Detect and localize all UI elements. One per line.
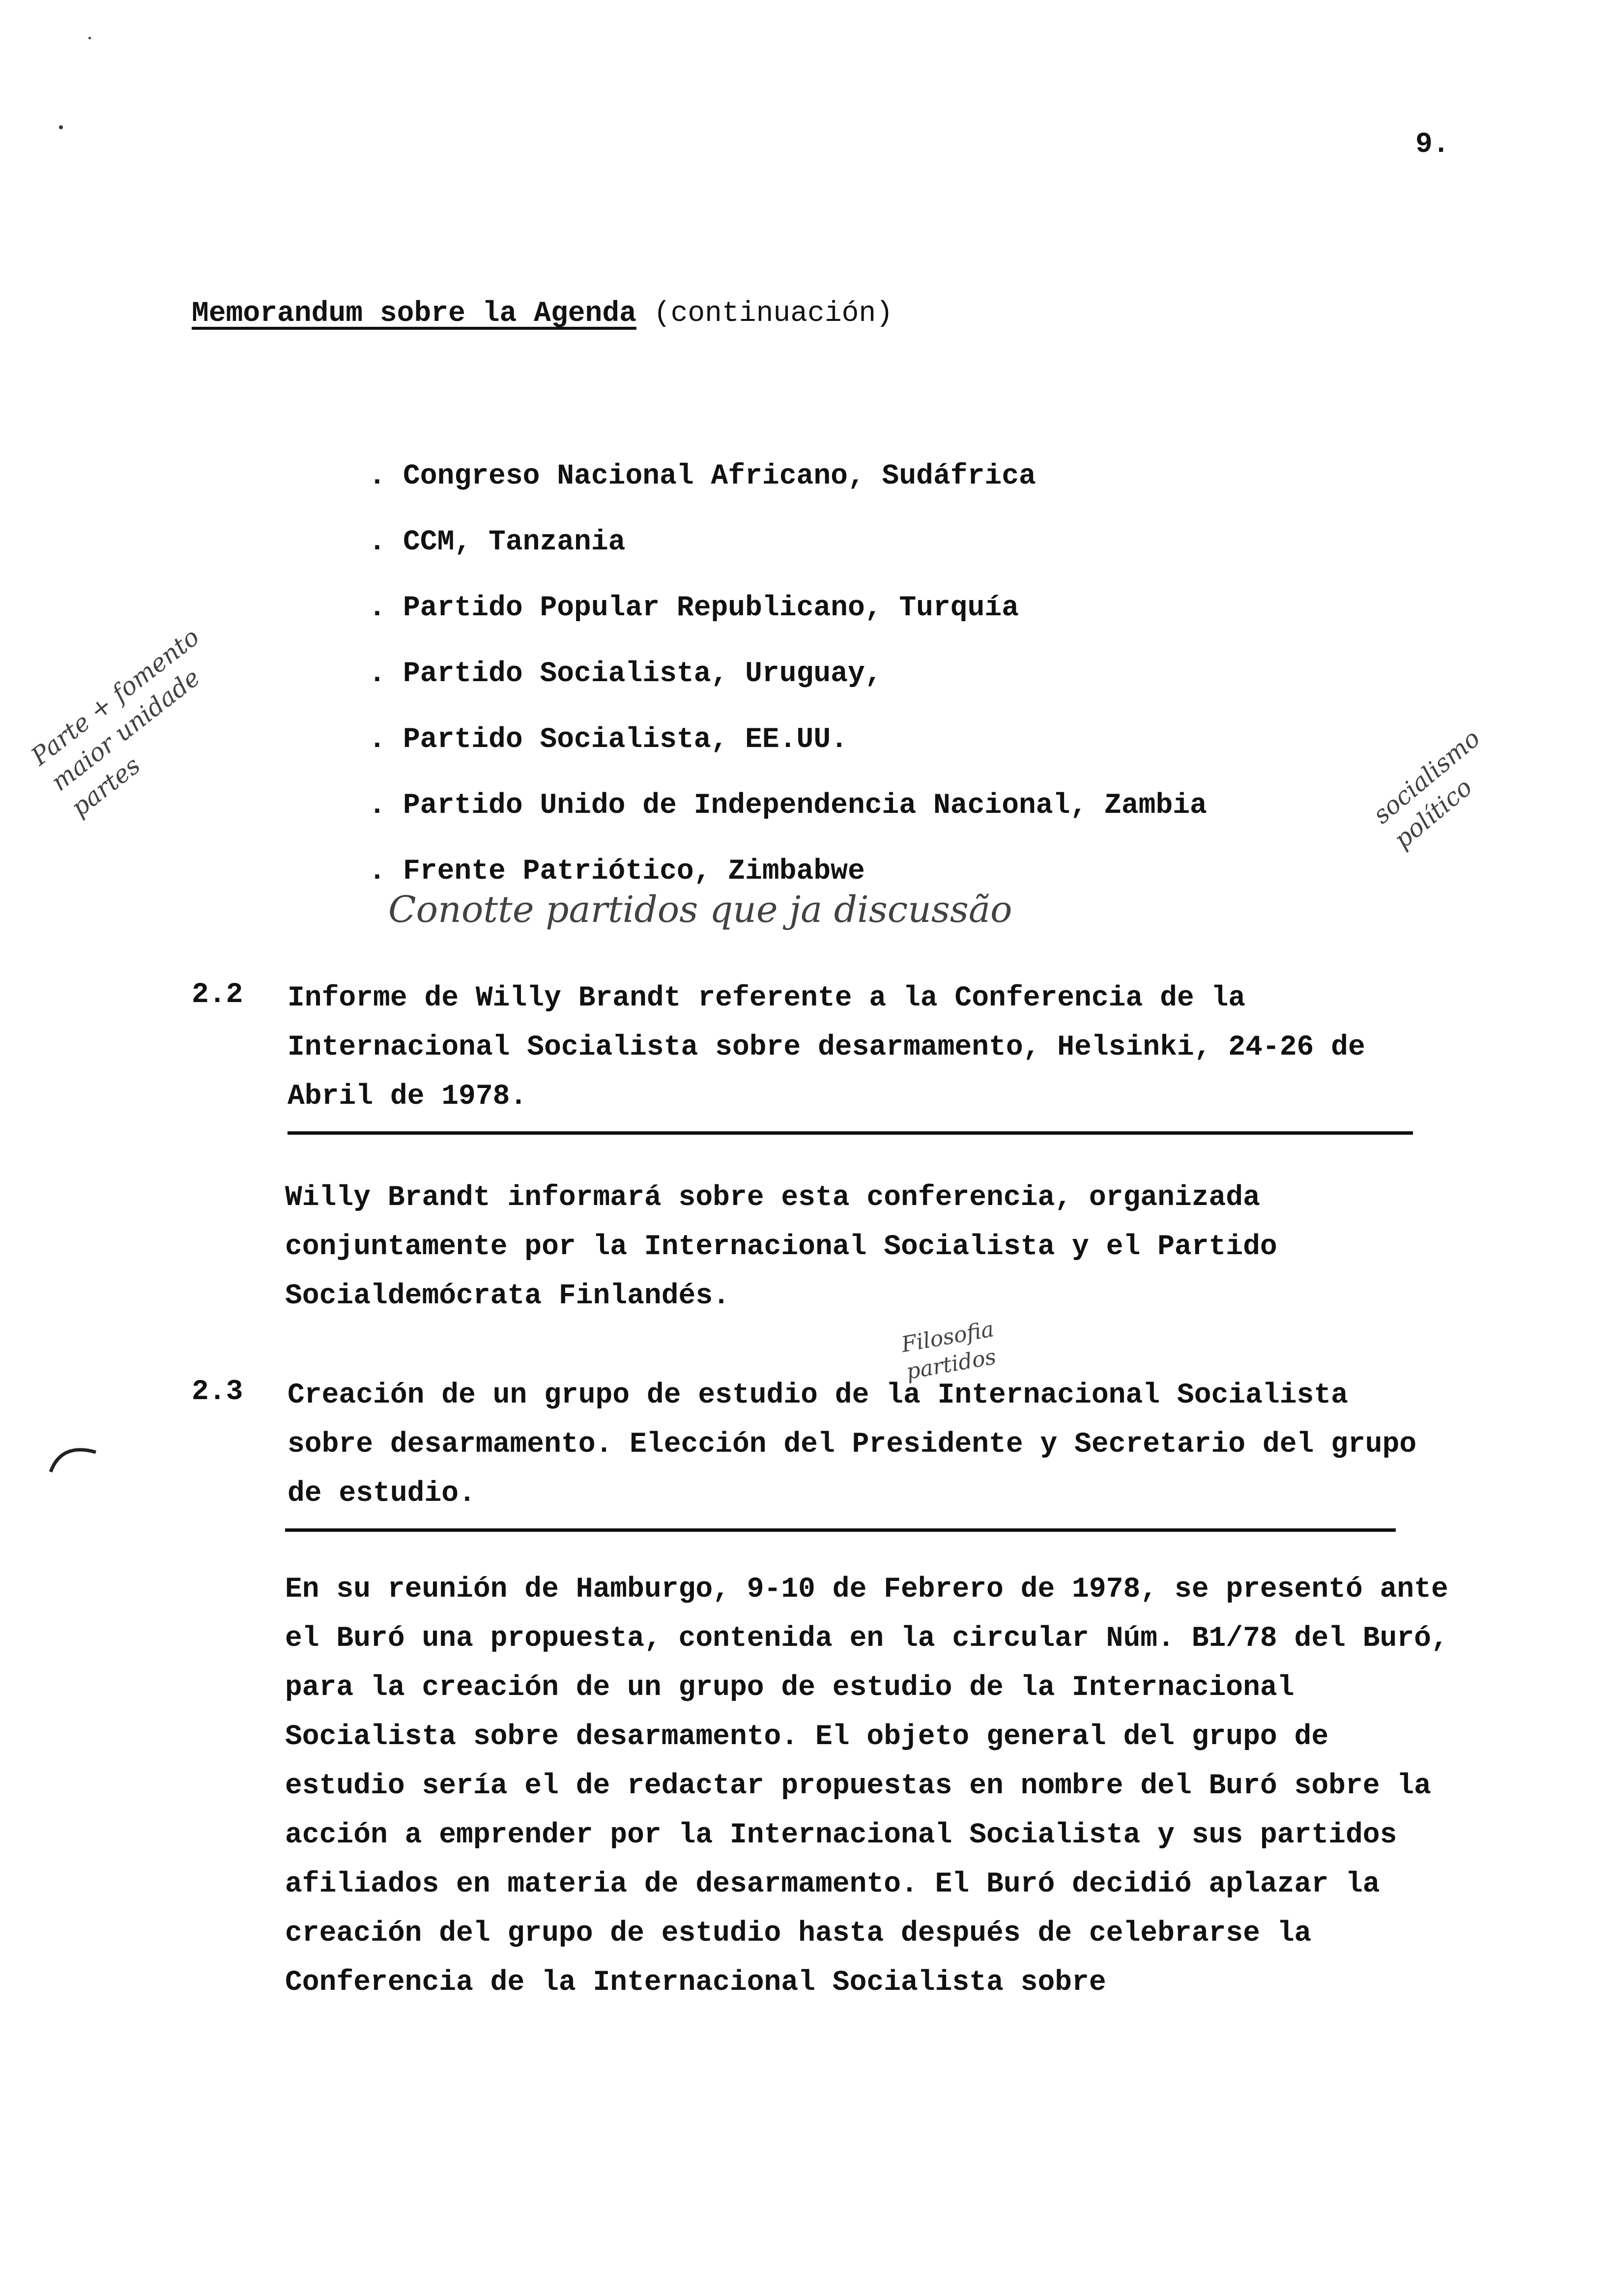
section-number-2-2: 2.2	[192, 979, 243, 1011]
bullet-marker: .	[369, 790, 386, 822]
list-item	[369, 786, 1207, 852]
page-heading	[192, 298, 893, 330]
bullet-marker: .	[369, 856, 386, 888]
list-item	[369, 457, 1207, 523]
list-item	[369, 523, 1207, 589]
heading-title: Memorandum sobre la Agenda	[192, 298, 636, 330]
heading-continuation: (continuación)	[653, 298, 893, 330]
bullet-marker: .	[369, 592, 386, 624]
list-item-text: Partido Popular Republicano, Turquía	[403, 592, 1019, 624]
party-list	[369, 457, 1207, 918]
list-item	[369, 589, 1207, 655]
handwritten-note-mid: Filosofia partidos	[899, 1317, 998, 1385]
margin-arc-mark	[47, 1437, 101, 1477]
list-item	[369, 655, 1207, 720]
list-item-text: Partido Unido de Independencia Nacional, Zambia	[403, 790, 1207, 822]
page-number: 9.	[1415, 129, 1450, 161]
list-item-text: Partido Socialista, EE.UU.	[403, 724, 848, 756]
handwritten-note-left-margin: Parte + fomento maior unidade partes	[26, 622, 205, 822]
section-body-2-2: Willy Brandt informará sobre esta conferencia, organizada conjuntamente por la Internacional Socialista y el Partido Socialdemócrata Finlandés.	[285, 1182, 1277, 1312]
section-number-2-3: 2.3	[192, 1376, 243, 1408]
section-divider	[288, 1131, 1413, 1135]
bullet-marker: .	[369, 658, 386, 690]
bullet-marker: .	[369, 724, 386, 756]
section-title-2-3: Creación de un grupo de estudio de la Internacional Socialista sobre desarmamento. Elección del Presidente y Secretario del grupo de estudio.	[288, 1379, 1417, 1510]
list-item-text: Partido Socialista, Uruguay,	[403, 658, 882, 690]
bullet-marker: .	[369, 526, 386, 558]
list-item-text: CCM, Tanzania	[403, 526, 626, 558]
speck	[88, 37, 91, 39]
list-item-text: Frente Patriótico, Zimbabwe	[403, 856, 865, 888]
section-divider	[285, 1528, 1396, 1532]
list-item-text: Congreso Nacional Africano, Sudáfrica	[403, 460, 1036, 492]
speck	[59, 125, 63, 129]
handwritten-note-under-list: Conotte partidos que ja discussão	[388, 889, 1012, 931]
handwritten-note-right-margin: socialismo político	[1367, 723, 1486, 855]
section-body-2-3: En su reunión de Hamburgo, 9-10 de Febrero de 1978, se presentó ante el Buró una propuesta, contenida en la circular Núm. B1/78 del Buró, para la creación de un grupo de estudio de la Internacional Socialista sobre desarmamento. El objeto general del grupo de estudio sería el de redactar propuestas en nombre del Buró sobre la acción a emprender por la Internacional Socialista y sus partidos afiliados en materia de desarmamento. El Buró decidió aplazar la creación del grupo de estudio hasta después de celebrarse la Conferencia de la Internacional Socialista sobre	[285, 1574, 1448, 1999]
list-item	[369, 720, 1207, 786]
section-title-2-2: Informe de Willy Brandt referente a la Conferencia de la Internacional Socialista sobre desarmamento, Helsinki, 24-26 de Abril de 1978.	[288, 982, 1365, 1113]
bullet-marker: .	[369, 460, 386, 492]
